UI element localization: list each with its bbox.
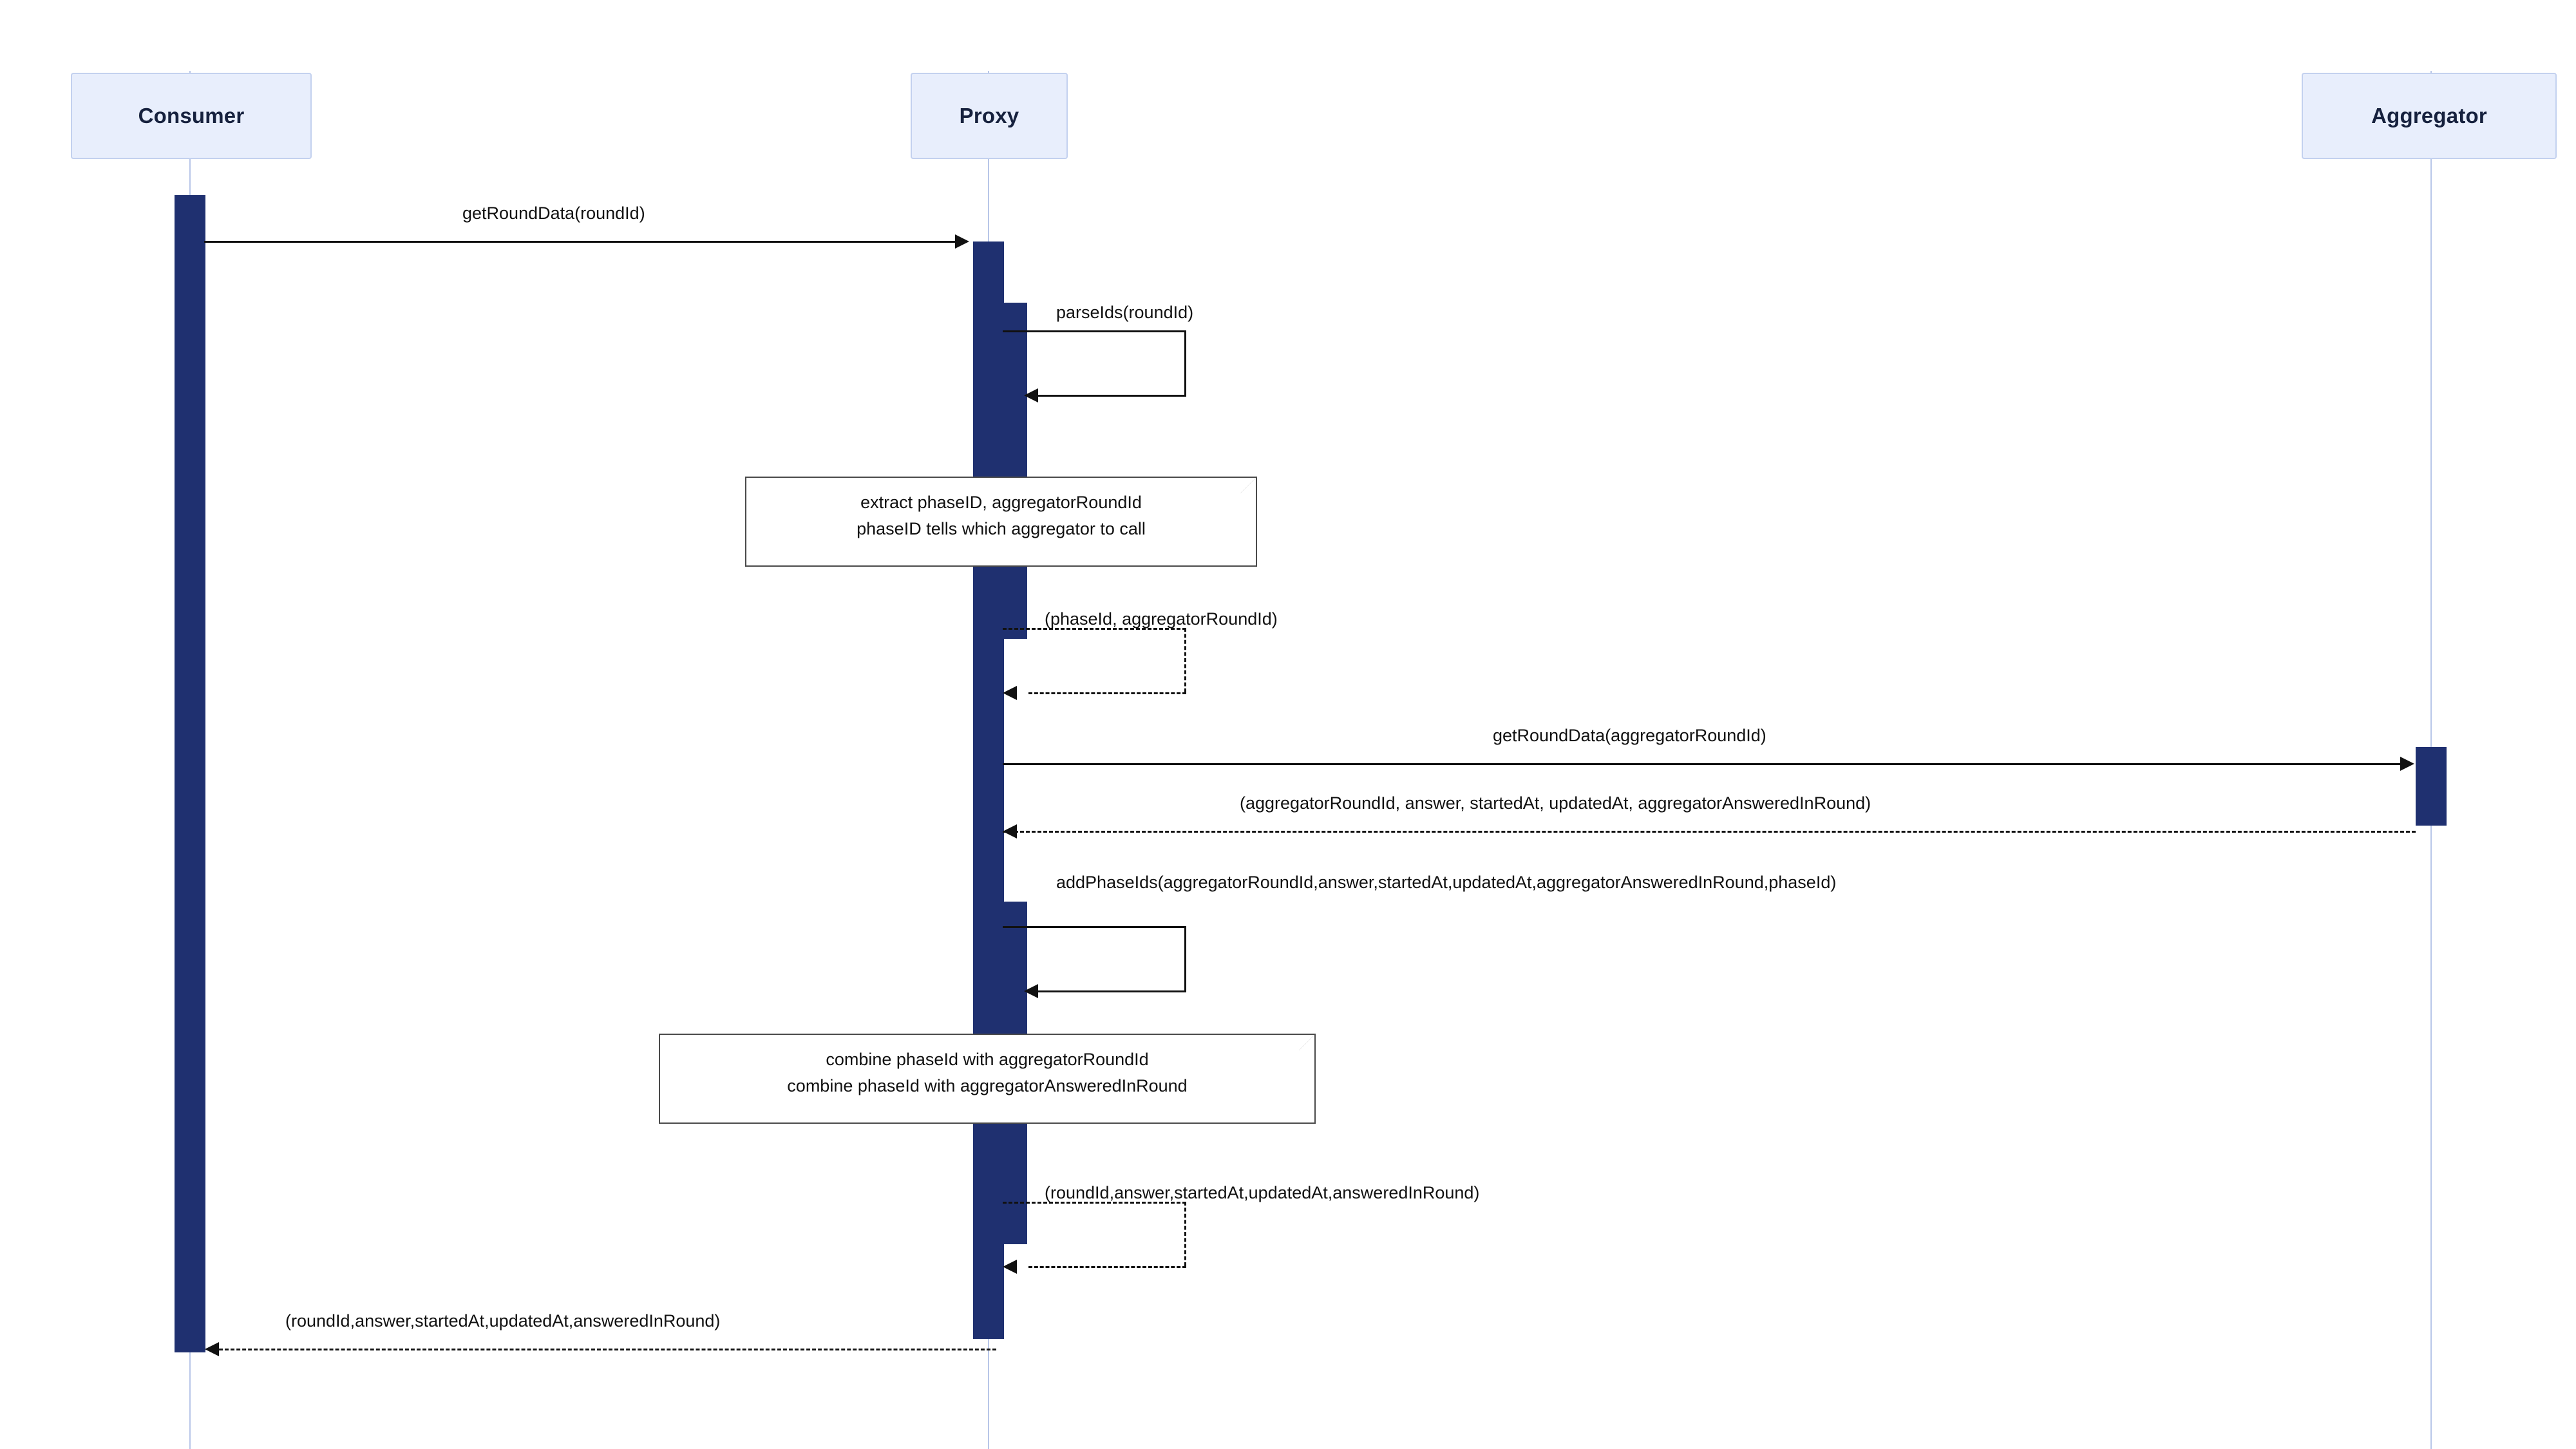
participant-aggregator-label: Aggregator	[2371, 104, 2487, 128]
note2-line-1: combine phaseId with aggregatorRoundId	[826, 1050, 1149, 1069]
note-combine-phase-id	[659, 1034, 1316, 1124]
message-arrow-m5	[1003, 824, 1017, 838]
message-label-m8: (roundId,answer,startedAt,updatedAt,answeredInRound)	[285, 1311, 721, 1331]
note-fold-inner-icon	[1240, 478, 1256, 493]
message-line-m6-bottom	[1028, 990, 1186, 992]
participant-proxy-label: Proxy	[959, 104, 1019, 128]
message-line-m6-top	[1003, 926, 1186, 928]
message-arrow-m2	[1024, 388, 1038, 402]
message-label-m5: (aggregatorRoundId, answer, startedAt, updatedAt, aggregatorAnsweredInRound)	[1240, 793, 1871, 813]
message-line-m3-bottom	[1028, 692, 1186, 694]
activation-aggregator	[2416, 747, 2447, 826]
message-label-m2: parseIds(roundId)	[1056, 303, 1194, 322]
participant-proxy[interactable]	[911, 73, 1068, 159]
activation-consumer	[175, 195, 205, 1352]
note2-line-2: combine phaseId with aggregatorAnsweredInRound	[787, 1075, 1188, 1095]
message-line-m8	[219, 1349, 996, 1350]
message-line-m6-side	[1184, 926, 1186, 990]
message-label-m6: addPhaseIds(aggregatorRoundId,answer,startedAt,updatedAt,aggregatorAnsweredInRound,phaseId)	[1056, 873, 1837, 892]
participant-aggregator[interactable]	[2302, 73, 2557, 159]
note-line-2: phaseID tells which aggregator to call	[857, 518, 1146, 538]
message-arrow-m3	[1003, 686, 1017, 700]
message-line-m2-bottom	[1028, 395, 1186, 397]
message-arrow-m1	[955, 234, 969, 249]
message-line-m5	[1003, 831, 2416, 833]
message-label-m7: (roundId,answer,startedAt,updatedAt,answeredInRound)	[1045, 1183, 1480, 1202]
message-label-m1: getRoundData(roundId)	[462, 204, 645, 223]
message-line-m1	[204, 241, 955, 243]
message-label-m3: (phaseId, aggregatorRoundId)	[1045, 609, 1278, 629]
message-line-m2-top	[1003, 330, 1186, 332]
message-line-m3-side	[1184, 628, 1186, 692]
activation-proxy-nested-1	[996, 303, 1027, 639]
message-arrow-m4	[2400, 757, 2414, 771]
message-label-m4: getRoundData(aggregatorRoundId)	[1493, 726, 1766, 745]
message-arrow-m6	[1024, 984, 1038, 998]
note2-fold-inner-icon	[1299, 1035, 1314, 1050]
message-line-m7-bottom	[1028, 1266, 1186, 1268]
message-line-m4	[1003, 763, 2400, 765]
message-line-m7-side	[1184, 1202, 1186, 1266]
message-arrow-m7	[1003, 1260, 1017, 1274]
participant-consumer[interactable]	[71, 73, 312, 159]
note-extract-phase-id	[745, 477, 1257, 567]
note-line-1: extract phaseID, aggregatorRoundId	[860, 493, 1142, 512]
message-line-m2-side	[1184, 330, 1186, 395]
message-arrow-m8	[205, 1342, 219, 1356]
participant-consumer-label: Consumer	[138, 104, 245, 128]
